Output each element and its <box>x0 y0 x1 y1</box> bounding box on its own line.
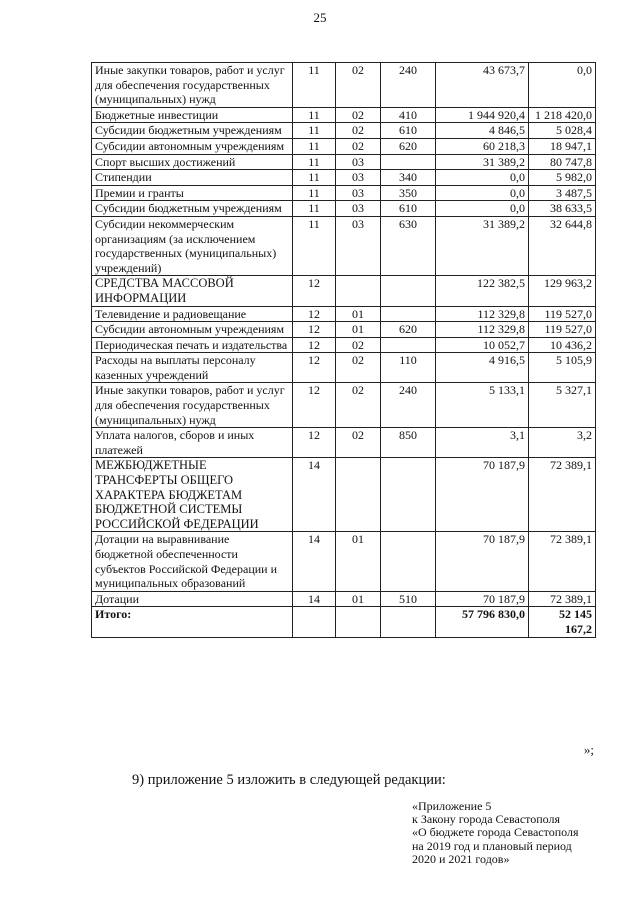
cell-name: Телевидение и радиовещание <box>92 306 293 322</box>
cell-subsection: 03 <box>336 201 381 217</box>
cell-name: Субсидии некоммерческим организациям (за исключением государственных (муниципальных) учреждений) <box>92 216 293 275</box>
cell-subsection: 03 <box>336 185 381 201</box>
cell-name: Периодическая печать и издательства <box>92 337 293 353</box>
cell-name: Стипендии <box>92 170 293 186</box>
cell-section: 12 <box>293 337 336 353</box>
cell-amount-2021: 129 963,2 <box>529 276 596 306</box>
cell-amount-2020: 4 916,5 <box>436 353 529 383</box>
quote-end: »; <box>583 742 594 757</box>
cell-amount-2020: 70 187,9 <box>436 532 529 591</box>
cell-expense-type: 240 <box>381 63 436 108</box>
cell-name: Дотации <box>92 591 293 607</box>
cell-amount-2020: 112 329,8 <box>436 322 529 338</box>
cell-expense-type <box>381 532 436 591</box>
table-row <box>92 337 596 353</box>
cell-name: Бюджетные инвестиции <box>92 107 293 123</box>
cell-amount-2021: 119 527,0 <box>529 322 596 338</box>
cell-amount-2021: 5 982,0 <box>529 170 596 186</box>
cell-amount-2020: 122 382,5 <box>436 276 529 306</box>
cell-amount-2020: 112 329,8 <box>436 306 529 322</box>
cell-empty <box>381 607 436 637</box>
cell-expense-type <box>381 337 436 353</box>
cell-expense-type <box>381 306 436 322</box>
total-amount-2020: 57 796 830,0 <box>436 607 529 637</box>
cell-expense-type: 240 <box>381 383 436 428</box>
cell-amount-2021: 38 633,5 <box>529 201 596 217</box>
cell-name: Иные закупки товаров, работ и услуг для обеспечения государственных (муниципальных) нужд <box>92 63 293 108</box>
cell-amount-2020: 1 944 920,4 <box>436 107 529 123</box>
cell-amount-2021: 72 389,1 <box>529 458 596 532</box>
cell-amount-2021: 72 389,1 <box>529 591 596 607</box>
budget-table-body <box>92 63 596 638</box>
cell-amount-2020: 31 389,2 <box>436 216 529 275</box>
item-9-text: 9) приложение 5 изложить в следующей редакции: <box>132 772 446 788</box>
cell-amount-2020: 10 052,7 <box>436 337 529 353</box>
cell-subsection: 02 <box>336 353 381 383</box>
page-number: 25 <box>313 10 327 25</box>
total-label: Итого: <box>92 607 293 637</box>
cell-name: Премии и гранты <box>92 185 293 201</box>
table-row <box>92 458 596 532</box>
cell-empty <box>293 607 336 637</box>
table-row <box>92 107 596 123</box>
cell-section: 11 <box>293 138 336 154</box>
table-row <box>92 428 596 458</box>
cell-subsection: 02 <box>336 123 381 139</box>
total-amount-2021: 52 145 167,2 <box>529 607 596 637</box>
cell-subsection: 01 <box>336 306 381 322</box>
cell-name: Субсидии бюджетным учреждениям <box>92 201 293 217</box>
cell-section: 11 <box>293 154 336 170</box>
cell-section: 11 <box>293 185 336 201</box>
cell-amount-2021: 10 436,2 <box>529 337 596 353</box>
cell-amount-2021: 18 947,1 <box>529 138 596 154</box>
table-row <box>92 306 596 322</box>
cell-subsection: 01 <box>336 532 381 591</box>
cell-amount-2020: 0,0 <box>436 201 529 217</box>
cell-amount-2021: 32 644,8 <box>529 216 596 275</box>
table-row <box>92 63 596 108</box>
cell-expense-type: 350 <box>381 185 436 201</box>
cell-subsection: 01 <box>336 591 381 607</box>
cell-expense-type: 510 <box>381 591 436 607</box>
cell-name: СРЕДСТВА МАССОВОЙ ИНФОРМАЦИИ <box>92 276 293 306</box>
cell-expense-type <box>381 458 436 532</box>
appendix-line: к Закону города Севастополя <box>412 812 561 827</box>
cell-section: 11 <box>293 123 336 139</box>
cell-name: Субсидии автономным учреждениям <box>92 322 293 338</box>
budget-table <box>91 62 596 638</box>
appendix-line: на 2019 год и плановый период <box>412 838 572 853</box>
table-row <box>92 276 596 306</box>
cell-name: Уплата налогов, сборов и иных платежей <box>92 428 293 458</box>
cell-subsection: 03 <box>336 216 381 275</box>
cell-amount-2021: 119 527,0 <box>529 306 596 322</box>
cell-expense-type: 410 <box>381 107 436 123</box>
cell-expense-type <box>381 154 436 170</box>
cell-section: 11 <box>293 216 336 275</box>
table-row <box>92 138 596 154</box>
cell-name: Субсидии бюджетным учреждениям <box>92 123 293 139</box>
table-row <box>92 383 596 428</box>
cell-subsection: 03 <box>336 154 381 170</box>
table-row <box>92 123 596 139</box>
cell-amount-2020: 31 389,2 <box>436 154 529 170</box>
cell-amount-2020: 70 187,9 <box>436 591 529 607</box>
cell-expense-type: 340 <box>381 170 436 186</box>
cell-name: МЕЖБЮДЖЕТНЫЕ ТРАНСФЕРТЫ ОБЩЕГО ХАРАКТЕРА БЮДЖЕТАМ БЮДЖЕТНОЙ СИСТЕМЫ РОССИЙСКОЙ ФЕДЕРАЦИИ <box>92 458 293 532</box>
cell-expense-type: 620 <box>381 138 436 154</box>
cell-section: 14 <box>293 458 336 532</box>
cell-subsection <box>336 458 381 532</box>
cell-amount-2020: 3,1 <box>436 428 529 458</box>
cell-empty <box>336 607 381 637</box>
table-row <box>92 185 596 201</box>
total-row <box>92 607 596 637</box>
cell-section: 11 <box>293 201 336 217</box>
cell-subsection: 02 <box>336 138 381 154</box>
cell-section: 14 <box>293 591 336 607</box>
table-row <box>92 201 596 217</box>
cell-amount-2021: 0,0 <box>529 63 596 108</box>
cell-subsection: 02 <box>336 337 381 353</box>
cell-subsection: 02 <box>336 383 381 428</box>
cell-amount-2021: 72 389,1 <box>529 532 596 591</box>
cell-section: 11 <box>293 107 336 123</box>
table-row <box>92 353 596 383</box>
cell-name: Субсидии автономным учреждениям <box>92 138 293 154</box>
table-row <box>92 322 596 338</box>
table-row <box>92 170 596 186</box>
cell-section: 12 <box>293 306 336 322</box>
cell-section: 11 <box>293 170 336 186</box>
cell-expense-type: 610 <box>381 123 436 139</box>
cell-subsection: 03 <box>336 170 381 186</box>
cell-section: 12 <box>293 276 336 306</box>
cell-amount-2020: 0,0 <box>436 170 529 186</box>
appendix-header <box>412 800 578 866</box>
cell-section: 12 <box>293 322 336 338</box>
cell-amount-2021: 5 105,9 <box>529 353 596 383</box>
cell-section: 12 <box>293 353 336 383</box>
table-row <box>92 591 596 607</box>
cell-name: Расходы на выплаты персоналу казенных учреждений <box>92 353 293 383</box>
cell-amount-2020: 60 218,3 <box>436 138 529 154</box>
cell-name: Иные закупки товаров, работ и услуг для обеспечения государственных (муниципальных) нужд <box>92 383 293 428</box>
cell-section: 12 <box>293 383 336 428</box>
cell-amount-2021: 1 218 420,0 <box>529 107 596 123</box>
cell-expense-type: 610 <box>381 201 436 217</box>
cell-section: 11 <box>293 63 336 108</box>
cell-name: Дотации на выравнивание бюджетной обеспеченности субъектов Российской Федерации и муниципальных образований <box>92 532 293 591</box>
cell-section: 12 <box>293 428 336 458</box>
cell-expense-type: 630 <box>381 216 436 275</box>
cell-subsection: 02 <box>336 107 381 123</box>
table-row <box>92 216 596 275</box>
appendix-line: «Приложение 5 <box>412 799 492 813</box>
cell-section: 14 <box>293 532 336 591</box>
cell-amount-2020: 70 187,9 <box>436 458 529 532</box>
table-row <box>92 154 596 170</box>
cell-amount-2021: 3 487,5 <box>529 185 596 201</box>
cell-amount-2021: 5 327,1 <box>529 383 596 428</box>
cell-expense-type: 850 <box>381 428 436 458</box>
cell-subsection: 02 <box>336 63 381 108</box>
appendix-line: 2020 и 2021 годов» <box>412 851 510 866</box>
cell-amount-2021: 80 747,8 <box>529 154 596 170</box>
cell-amount-2020: 0,0 <box>436 185 529 201</box>
cell-name: Спорт высших достижений <box>92 154 293 170</box>
cell-subsection <box>336 276 381 306</box>
cell-amount-2021: 3,2 <box>529 428 596 458</box>
cell-expense-type <box>381 276 436 306</box>
cell-expense-type: 620 <box>381 322 436 338</box>
cell-amount-2020: 4 846,5 <box>436 123 529 139</box>
cell-amount-2020: 5 133,1 <box>436 383 529 428</box>
cell-subsection: 01 <box>336 322 381 338</box>
cell-amount-2020: 43 673,7 <box>436 63 529 108</box>
cell-expense-type: 110 <box>381 353 436 383</box>
cell-amount-2021: 5 028,4 <box>529 123 596 139</box>
cell-subsection: 02 <box>336 428 381 458</box>
appendix-line: «О бюджете города Севастополя <box>412 825 579 840</box>
table-row <box>92 532 596 591</box>
